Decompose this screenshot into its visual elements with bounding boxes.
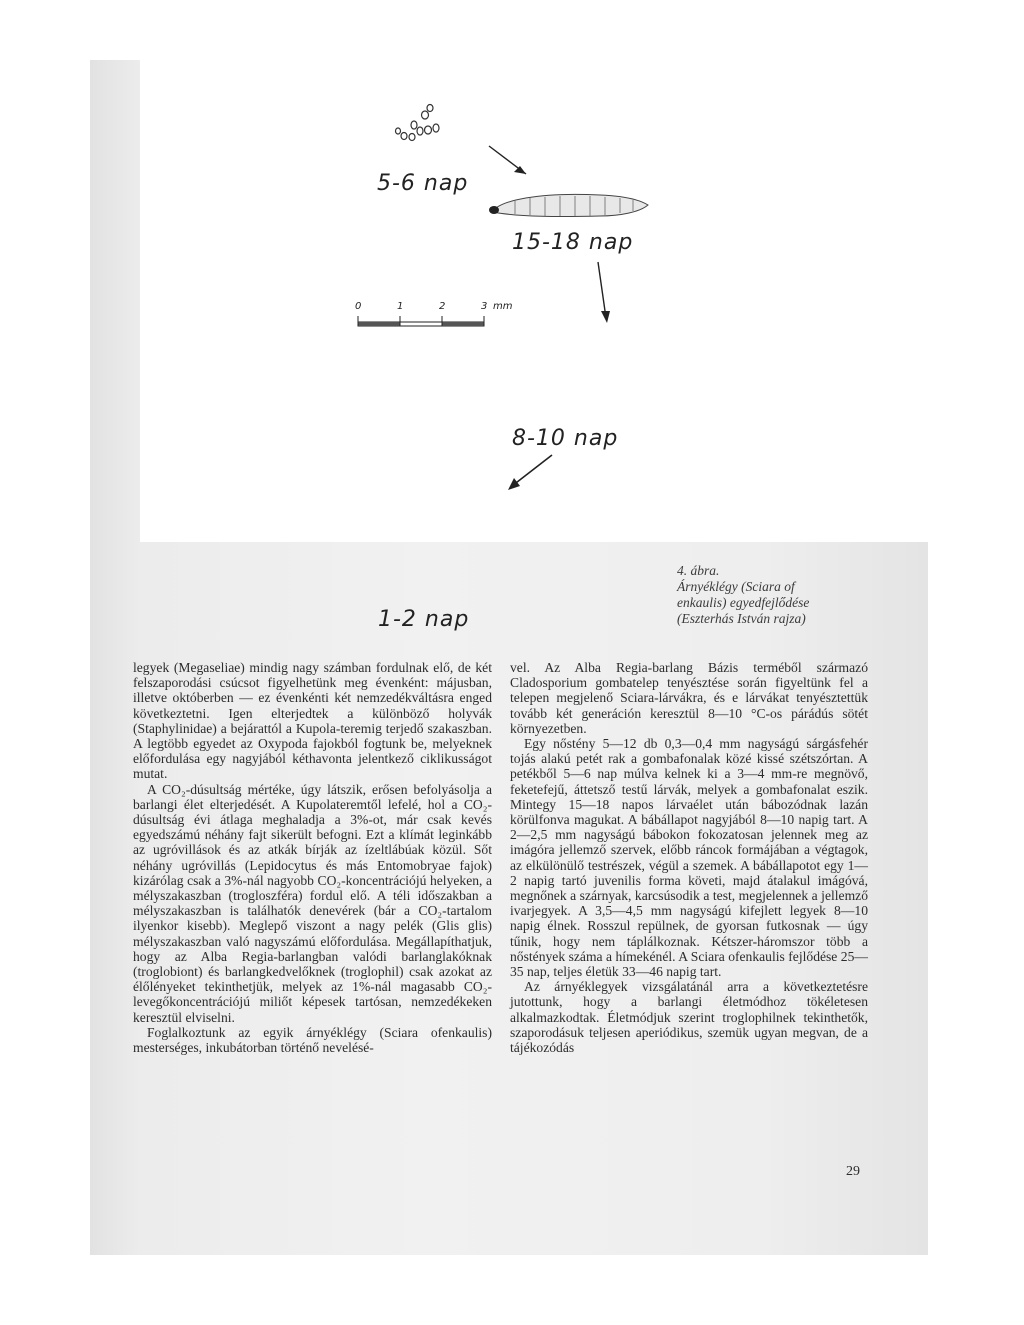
caption-line-3: (Eszterhás István rajza) [677,611,806,626]
paragraph: legyek (Megaseliae) mindig nagy számban fordulnak elő, de két felszaporodási csúcsot figyelhetünk meg évenként: májusban, illetve októberben — ez évenkénti két nemzedékváltásra enged következtetni. Igen elterjedtek a különböző holyvák (Staphylinidae) a bejárattól a Kupola-teremig terjedő szakaszban. A legtöbb egyedet az Oxypoda fajokból fogtunk be, melyeknek előfordulása egy nagyjából kéthavonta jelentkező ciklikusságot mutat. [133,660,492,782]
figure-caption [677,563,877,627]
scale-unit: mm [493,301,513,312]
scale-tick-3: 3 [481,301,488,312]
stage-label-pupa: 8-10 nap [512,426,619,451]
paragraph: Foglalkoztunk az egyik árnyéklégy (Sciara ofenkaulis) mesterséges, inkubátorban történő nevelésé- [133,1024,492,1056]
caption-label: 4. ábra. [677,563,720,578]
scale-tick-2: 2 [439,301,446,312]
stage-label-adult: 1-2 nap [378,607,470,632]
page-number: 29 [846,1164,860,1179]
paragraph: A CO₂-dúsultság mértéke, úgy látszik, erősen befolyásolja a barlangi élet elterjedését. A Kupolateremtől lefelé, hol a CO₂-dúsultság évi átlaga meghaladja a 3%-ot, már csak kevés egyedszámú néhány fajt sikerült befogni. Ezt a klímát leginkább az ugróvillások és az atkák bírják az ízeltlábúak közül. Sőt néhány ugróvillás (Lepidocytus és más Entomobryae fajok) kizárólag csak a 3%-nál nagyobb CO₂-koncentrációjú helyeken, a mélyszakaszban (trogloszféra) fordul elő. A téli időszakban a mélyszakaszban is találhatók denevérek (bár a CO₂-tartalom ilyenkor kisebb). Meglepő viszont a nagy pelék (Glis glis) mélyszakaszban való nagyszámú előfordulása. Megállapíthatjuk, hogy az Alba Regia-barlangban valódi barlanglakóknak (troglobiont) és barlangkedvelőknek (troglophil) csak azokat az élőlényeket tekinthetjük, melyek az 1%-nál magasabb CO₂-levegőkoncentrációjú miliőt képesek tartósan, nemzedékeken keresztül elviselni. [133,781,492,1025]
paragraph: Egy nőstény 5—12 db 0,3—0,4 mm nagyságú sárgásfehér tojás alakú petét rak a gombafonalak közé kissé szétszórtan. A petékből 5—6 nap múlva kelnek ki a 3—4 mm-re megnövő, feketefejű, áttetsző testű lárvák, melyek a gombafonalat eszik. Mintegy 15—18 napos lárvaélet után bábozódnak lazán körülfonva magukat. A bábállapot nagyjából 8—10 napig tart. A 2—2,5 mm nagyságú bábokon fokozatosan jelennek meg az imágóra jellemző szervek, előbb ráncok formájában a végtagok, az elkülönülő testrészek, végül a szemek. A bábállapotot egy 1—2 napig tartó juvenilis forma követi, majd átalakul imágóvá, megnőnek a szárnyak, karcsúsodik a test, megjelennek a jellemző ivarjegyek. A 3,5—4,5 mm nagyságú kifejlett legyek 8—10 napig élnek. Rosszul repülnek, de gyorsan futkosnak — úgy tűnik, hogy nem táplálkoznak. Kétszer-háromszor több a nőstények száma a hímekénél. A Sciara ofenkaulis fejlődése 25—35 nap, teljes életük 33—46 napig tart. [510,736,868,980]
left-text-column [133,660,492,1055]
stage-label-larva: 15-18 nap [512,230,634,255]
paragraph: vel. Az Alba Regia-barlang Bázis terméből származó Cladosporium gombatelep tenyésztése során figyeltünk fel a telepen megjelenő Sciara-lárvákra, és e lárvákat tenyésztettük tovább két generáción keresztül 8—10 °C-os párádús sötét környezetben. [510,660,868,736]
scale-tick-0: 0 [355,301,362,312]
paragraph: Az árnyéklegyek vizsgálatánál arra a következtetésre jutottunk, hogy a barlangi életmódhoz tökéletesen alkalmazkodtak. Életmódjuk szerint troglophilnek tekinthetők, szaporodásuk teljesen aperiódikus, szemük ugyan megvan, de a tájékozódás [510,979,868,1056]
stage-label-egg: 5-6 nap [377,171,469,196]
caption-line-2: enkaulis) egyedfejlődése [677,595,810,610]
right-text-column [510,660,868,1055]
scale-tick-1: 1 [397,301,404,312]
caption-line-1: Árnyéklégy (Sciara of [677,579,795,594]
